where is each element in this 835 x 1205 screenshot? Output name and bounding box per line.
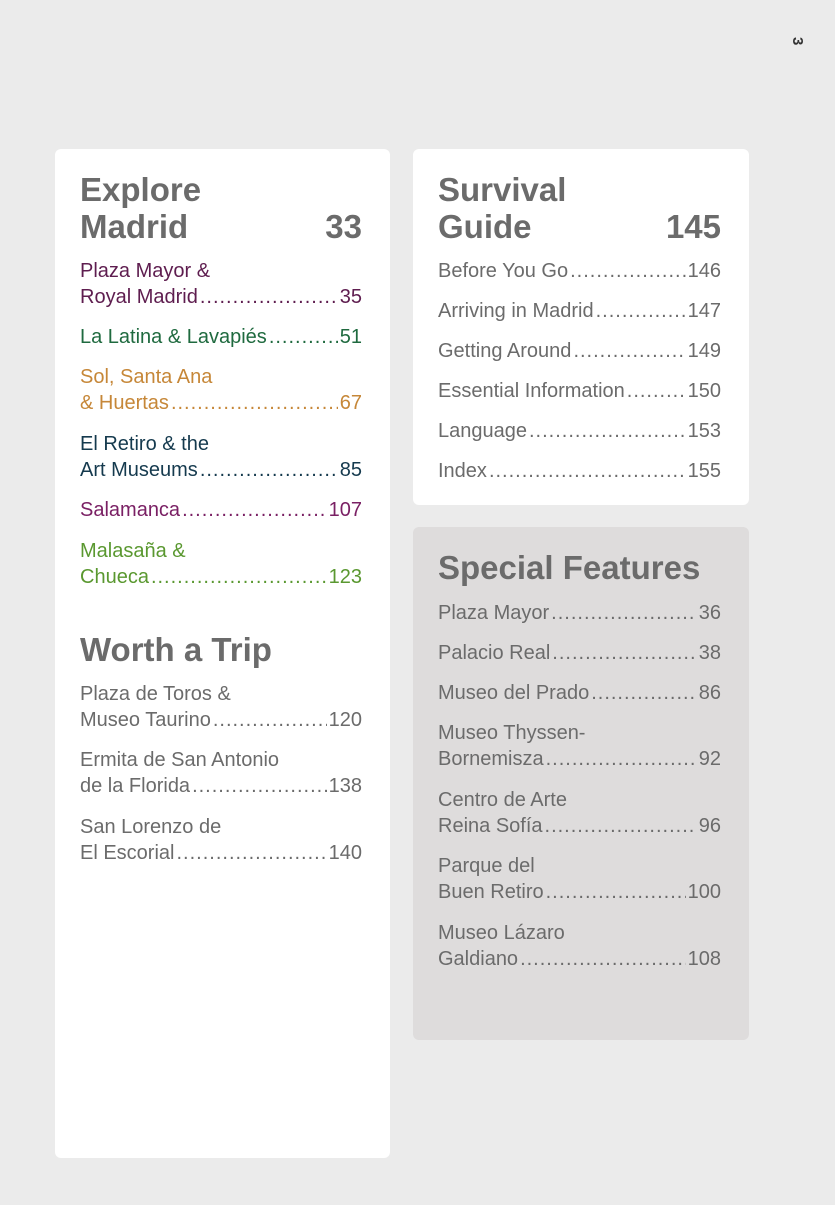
entry-line1: Museo Lázaro — [438, 922, 565, 944]
toc-entry-plaza-mayor-royal-madrid[interactable] — [80, 258, 362, 310]
entry-label: de la Florida — [80, 775, 191, 797]
entry-label: Reina Sofía — [438, 815, 543, 837]
toc-entry-index[interactable] — [438, 458, 721, 484]
entry-page: 108 — [687, 948, 721, 970]
entry-page: 120 — [328, 709, 362, 731]
toc-entry-palacio-real[interactable] — [438, 640, 721, 666]
entry-label: Galdiano — [438, 948, 519, 970]
entry-label: Index — [438, 460, 487, 482]
entry-label: Bornemisza — [438, 748, 544, 770]
explore-title-line2: Madrid — [80, 208, 189, 245]
entry-label: & Huertas — [80, 392, 169, 414]
dot-leader — [546, 746, 697, 772]
dot-leader — [200, 284, 338, 310]
page-number: 3 — [789, 37, 806, 46]
entry-label: Museo del Prado — [438, 682, 590, 704]
entry-page: 146 — [687, 260, 721, 282]
entry-page: 138 — [328, 775, 362, 797]
entry-page: 36 — [698, 602, 721, 624]
toc-entry-san-lorenzo[interactable] — [80, 814, 362, 866]
dot-leader — [551, 600, 697, 626]
dot-leader — [545, 813, 697, 839]
survival-guide-card — [413, 149, 749, 505]
entry-label: Arriving in Madrid — [438, 300, 594, 322]
dot-leader — [200, 457, 338, 483]
toc-entry-sol-santa-ana[interactable] — [80, 364, 362, 416]
entry-page: 140 — [328, 842, 362, 864]
entry-page: 107 — [328, 499, 362, 521]
entry-line1: Sol, Santa Ana — [80, 366, 213, 388]
entry-page: 96 — [698, 815, 721, 837]
entry-label: Buen Retiro — [438, 881, 544, 903]
entry-page: 155 — [687, 460, 721, 482]
entry-label: Essential Information — [438, 380, 625, 402]
entry-label: Before You Go — [438, 260, 569, 282]
toc-entry-getting-around[interactable] — [438, 338, 721, 364]
entry-label: Getting Around — [438, 340, 572, 362]
entry-line1: Ermita de San Antonio — [80, 749, 280, 771]
entry-label: Royal Madrid — [80, 286, 198, 308]
entry-label: El Escorial — [80, 842, 175, 864]
entry-page: 85 — [339, 459, 362, 481]
toc-entry-lazaro-galdiano[interactable] — [438, 920, 721, 972]
survival-title-row — [438, 208, 721, 246]
entry-page: 100 — [687, 881, 721, 903]
dot-leader — [171, 390, 338, 416]
entry-page: 86 — [698, 682, 721, 704]
toc-entry-ermita[interactable] — [80, 747, 362, 799]
entry-page: 51 — [339, 326, 362, 348]
entry-label: Language — [438, 420, 527, 442]
dot-leader — [269, 324, 338, 350]
dot-leader — [591, 680, 697, 706]
entry-line1: Museo Thyssen- — [438, 722, 586, 744]
dot-leader — [520, 946, 686, 972]
entry-label: Art Museums — [80, 459, 198, 481]
survival-title-line1: Survival — [438, 171, 567, 208]
dot-leader — [192, 773, 327, 799]
toc-entry-arriving[interactable] — [438, 298, 721, 324]
explore-card — [55, 149, 390, 1158]
dot-leader — [546, 879, 686, 905]
survival-page: 145 — [665, 208, 721, 245]
entry-label: La Latina & Lavapiés — [80, 326, 267, 348]
dot-leader — [529, 418, 686, 444]
toc-entry-malasana-chueca[interactable] — [80, 538, 362, 590]
entry-page: 67 — [339, 392, 362, 414]
entry-page: 92 — [698, 748, 721, 770]
toc-entry-language[interactable] — [438, 418, 721, 444]
dot-leader — [213, 707, 327, 733]
dot-leader — [182, 497, 327, 523]
entry-page: 38 — [698, 642, 721, 664]
entry-label: Salamanca — [80, 499, 181, 521]
entry-page: 35 — [339, 286, 362, 308]
entry-line1: Plaza de Toros & — [80, 683, 231, 705]
toc-entry-el-retiro[interactable] — [80, 431, 362, 483]
toc-entry-plaza-mayor[interactable] — [438, 600, 721, 626]
entry-line1: Malasaña & — [80, 540, 186, 562]
dot-leader — [489, 458, 686, 484]
entry-label: Plaza Mayor — [438, 602, 550, 624]
explore-title-line1: Explore — [80, 171, 202, 208]
explore-title-row — [80, 208, 362, 246]
entry-label: Palacio Real — [438, 642, 551, 664]
entry-line1: Centro de Arte — [438, 789, 567, 811]
dot-leader — [552, 640, 696, 666]
entry-line1: Parque del — [438, 855, 535, 877]
dot-leader — [573, 338, 685, 364]
survival-title-line2: Guide — [438, 208, 532, 245]
toc-entry-la-latina[interactable] — [80, 324, 362, 350]
dot-leader — [151, 564, 327, 590]
entry-page: 147 — [687, 300, 721, 322]
entry-label: Museo Taurino — [80, 709, 211, 731]
entry-page: 153 — [687, 420, 721, 442]
toc-entry-reina-sofia[interactable] — [438, 787, 721, 839]
toc-entry-museo-del-prado[interactable] — [438, 680, 721, 706]
special-features-card — [413, 527, 749, 1040]
entry-label: Chueca — [80, 566, 149, 588]
entry-line1: San Lorenzo de — [80, 816, 222, 838]
worth-a-trip-title: Worth a Trip — [80, 631, 272, 668]
entry-page: 149 — [687, 340, 721, 362]
toc-entry-thyssen[interactable] — [438, 720, 721, 772]
entry-line1: El Retiro & the — [80, 433, 209, 455]
explore-page: 33 — [325, 208, 362, 245]
entry-line1: Plaza Mayor & — [80, 260, 211, 282]
toc-entry-plaza-de-toros[interactable] — [80, 681, 362, 733]
entry-page: 150 — [687, 380, 721, 402]
toc-entry-before-you-go[interactable] — [438, 258, 721, 284]
dot-leader — [176, 840, 326, 866]
special-features-title: Special Features — [438, 549, 701, 586]
dot-leader — [627, 378, 686, 404]
toc-entry-buen-retiro[interactable] — [438, 853, 721, 905]
dot-leader — [596, 298, 686, 324]
toc-entry-salamanca[interactable] — [80, 497, 362, 523]
toc-entry-essential-info[interactable] — [438, 378, 721, 404]
dot-leader — [570, 258, 686, 284]
entry-page: 123 — [328, 566, 362, 588]
